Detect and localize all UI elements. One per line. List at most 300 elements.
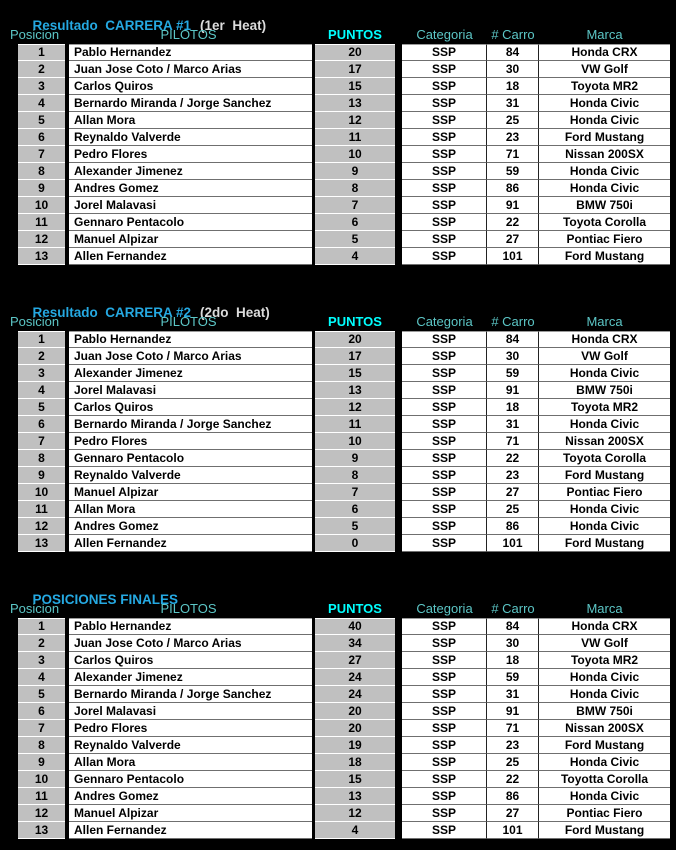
category-cell: SSP — [402, 669, 487, 686]
category-cell: SSP — [402, 618, 487, 635]
category-cell: SSP — [402, 348, 487, 365]
car-number-cell: 31 — [487, 416, 539, 433]
position-cell: 11 — [18, 788, 65, 805]
car-number-cell: 23 — [487, 129, 539, 146]
column-header-puntos: PUNTOS — [328, 27, 382, 42]
table-row — [0, 652, 676, 669]
position-cell: 10 — [18, 771, 65, 788]
position-cell: 6 — [18, 703, 65, 720]
pilot-cell: Bernardo Miranda / Jorge Sanchez — [69, 95, 312, 112]
points-cell: 40 — [315, 618, 395, 635]
pilot-cell: Pablo Hernandez — [69, 44, 312, 61]
car-number-cell: 71 — [487, 146, 539, 163]
column-header-pilotos: PILOTOS — [160, 601, 217, 616]
category-cell: SSP — [402, 771, 487, 788]
category-cell: SSP — [402, 484, 487, 501]
section-title-text: POSICIONES FINALES — [32, 592, 179, 607]
position-cell: 8 — [18, 163, 65, 180]
points-cell: 9 — [315, 163, 395, 180]
column-header-posicion: Posicion — [10, 314, 60, 329]
pilot-cell: Gennaro Pentacolo — [69, 214, 312, 231]
pilot-cell: Pablo Hernandez — [69, 331, 312, 348]
pilot-cell: Manuel Alpizar — [69, 231, 312, 248]
car-brand-cell: BMW 750i — [539, 382, 670, 399]
position-cell: 10 — [18, 197, 65, 214]
car-brand-cell: Honda Civic — [539, 518, 670, 535]
table-row — [0, 686, 676, 703]
car-number-cell: 22 — [487, 214, 539, 231]
car-number-cell: 59 — [487, 163, 539, 180]
position-cell: 4 — [18, 382, 65, 399]
pilot-cell: Bernardo Miranda / Jorge Sanchez — [69, 686, 312, 703]
category-cell: SSP — [402, 652, 487, 669]
section-title — [0, 577, 676, 607]
car-number-cell: 101 — [487, 248, 539, 265]
car-number-cell: 84 — [487, 44, 539, 61]
column-header-posicion: Posicion — [10, 27, 60, 42]
pilot-cell: Jorel Malavasi — [69, 703, 312, 720]
column-header-categoria: Categoria — [416, 314, 473, 329]
points-cell: 20 — [315, 331, 395, 348]
car-number-cell: 27 — [487, 805, 539, 822]
pilot-cell: Gennaro Pentacolo — [69, 450, 312, 467]
table-row — [0, 416, 676, 433]
car-number-cell: 23 — [487, 737, 539, 754]
pilot-cell: Jorel Malavasi — [69, 382, 312, 399]
car-number-cell: 30 — [487, 348, 539, 365]
category-cell: SSP — [402, 635, 487, 652]
position-cell: 13 — [18, 822, 65, 839]
table-row — [0, 146, 676, 163]
points-cell: 24 — [315, 686, 395, 703]
car-brand-cell: Toyota Corolla — [539, 214, 670, 231]
table-row — [0, 433, 676, 450]
pilot-cell: Allen Fernandez — [69, 248, 312, 265]
column-header-pilotos: PILOTOS — [160, 27, 217, 42]
category-cell: SSP — [402, 44, 487, 61]
car-number-cell: 91 — [487, 197, 539, 214]
category-cell: SSP — [402, 703, 487, 720]
position-cell: 7 — [18, 146, 65, 163]
column-header-pilotos: PILOTOS — [160, 314, 217, 329]
category-cell: SSP — [402, 78, 487, 95]
position-cell: 5 — [18, 112, 65, 129]
points-cell: 12 — [315, 805, 395, 822]
table-row — [0, 129, 676, 146]
car-brand-cell: Honda Civic — [539, 95, 670, 112]
table-body — [0, 331, 676, 552]
race-results-section — [0, 577, 676, 839]
table-body — [0, 618, 676, 839]
car-number-cell: 23 — [487, 467, 539, 484]
position-cell: 9 — [18, 180, 65, 197]
position-cell: 1 — [18, 44, 65, 61]
pilot-cell: Manuel Alpizar — [69, 484, 312, 501]
table-row — [0, 399, 676, 416]
position-cell: 7 — [18, 433, 65, 450]
category-cell: SSP — [402, 248, 487, 265]
category-cell: SSP — [402, 518, 487, 535]
car-brand-cell: Honda Civic — [539, 788, 670, 805]
table-row — [0, 231, 676, 248]
car-number-cell: 86 — [487, 518, 539, 535]
car-brand-cell: VW Golf — [539, 635, 670, 652]
pilot-cell: Allen Fernandez — [69, 822, 312, 839]
points-cell: 24 — [315, 669, 395, 686]
table-row — [0, 703, 676, 720]
points-cell: 20 — [315, 720, 395, 737]
car-number-cell: 22 — [487, 771, 539, 788]
table-row — [0, 78, 676, 95]
race-results-section — [0, 3, 676, 265]
category-cell: SSP — [402, 214, 487, 231]
table-row — [0, 214, 676, 231]
pilot-cell: Pablo Hernandez — [69, 618, 312, 635]
car-brand-cell: Toyota Corolla — [539, 450, 670, 467]
car-number-cell: 27 — [487, 231, 539, 248]
category-cell: SSP — [402, 61, 487, 78]
table-row — [0, 180, 676, 197]
table-row — [0, 805, 676, 822]
points-cell: 11 — [315, 416, 395, 433]
points-cell: 6 — [315, 501, 395, 518]
position-cell: 12 — [18, 231, 65, 248]
car-brand-cell: Ford Mustang — [539, 248, 670, 265]
car-brand-cell: Nissan 200SX — [539, 720, 670, 737]
position-cell: 4 — [18, 95, 65, 112]
car-brand-cell: Nissan 200SX — [539, 146, 670, 163]
position-cell: 10 — [18, 484, 65, 501]
pilot-cell: Pedro Flores — [69, 433, 312, 450]
car-number-cell: 71 — [487, 433, 539, 450]
table-header-row — [0, 27, 676, 42]
table-row — [0, 348, 676, 365]
column-header-carro: # Carro — [491, 601, 535, 616]
pilot-cell: Alexander Jimenez — [69, 163, 312, 180]
car-brand-cell: BMW 750i — [539, 197, 670, 214]
table-row — [0, 822, 676, 839]
pilot-cell: Alexander Jimenez — [69, 669, 312, 686]
category-cell: SSP — [402, 129, 487, 146]
table-row — [0, 535, 676, 552]
table-row — [0, 331, 676, 348]
section-title-heat: (2do Heat) — [200, 305, 270, 320]
column-header-marca: Marca — [586, 314, 623, 329]
position-cell: 2 — [18, 61, 65, 78]
car-number-cell: 31 — [487, 95, 539, 112]
race-results-section — [0, 290, 676, 552]
column-header-carro: # Carro — [491, 27, 535, 42]
table-row — [0, 771, 676, 788]
section-title-text: Resultado CARRERA #1 — [32, 18, 192, 33]
category-cell: SSP — [402, 737, 487, 754]
points-cell: 15 — [315, 365, 395, 382]
points-cell: 8 — [315, 467, 395, 484]
category-cell: SSP — [402, 180, 487, 197]
car-number-cell: 101 — [487, 535, 539, 552]
category-cell: SSP — [402, 433, 487, 450]
position-cell: 1 — [18, 618, 65, 635]
car-number-cell: 84 — [487, 618, 539, 635]
points-cell: 9 — [315, 450, 395, 467]
position-cell: 13 — [18, 535, 65, 552]
car-number-cell: 59 — [487, 669, 539, 686]
points-cell: 7 — [315, 484, 395, 501]
points-cell: 19 — [315, 737, 395, 754]
category-cell: SSP — [402, 197, 487, 214]
pilot-cell: Manuel Alpizar — [69, 805, 312, 822]
car-brand-cell: Pontiac Fiero — [539, 484, 670, 501]
car-number-cell: 30 — [487, 61, 539, 78]
car-number-cell: 27 — [487, 484, 539, 501]
car-number-cell: 25 — [487, 112, 539, 129]
pilot-cell: Juan Jose Coto / Marco Arias — [69, 61, 312, 78]
points-cell: 5 — [315, 231, 395, 248]
category-cell: SSP — [402, 112, 487, 129]
category-cell: SSP — [402, 231, 487, 248]
table-row — [0, 248, 676, 265]
points-cell: 6 — [315, 214, 395, 231]
car-brand-cell: Ford Mustang — [539, 129, 670, 146]
points-cell: 12 — [315, 112, 395, 129]
points-cell: 12 — [315, 399, 395, 416]
position-cell: 11 — [18, 214, 65, 231]
points-cell: 34 — [315, 635, 395, 652]
pilot-cell: Allan Mora — [69, 112, 312, 129]
table-row — [0, 635, 676, 652]
car-number-cell: 91 — [487, 382, 539, 399]
column-header-carro: # Carro — [491, 314, 535, 329]
car-brand-cell: Pontiac Fiero — [539, 805, 670, 822]
position-cell: 4 — [18, 669, 65, 686]
position-cell: 13 — [18, 248, 65, 265]
car-brand-cell: VW Golf — [539, 348, 670, 365]
points-cell: 11 — [315, 129, 395, 146]
car-brand-cell: Honda Civic — [539, 365, 670, 382]
pilot-cell: Reynaldo Valverde — [69, 737, 312, 754]
car-number-cell: 86 — [487, 180, 539, 197]
car-number-cell: 71 — [487, 720, 539, 737]
pilot-cell: Bernardo Miranda / Jorge Sanchez — [69, 416, 312, 433]
points-cell: 17 — [315, 61, 395, 78]
car-number-cell: 18 — [487, 652, 539, 669]
column-header-categoria: Categoria — [416, 601, 473, 616]
points-cell: 20 — [315, 44, 395, 61]
category-cell: SSP — [402, 331, 487, 348]
category-cell: SSP — [402, 399, 487, 416]
pilot-cell: Reynaldo Valverde — [69, 467, 312, 484]
table-header-row — [0, 314, 676, 329]
car-brand-cell: Honda Civic — [539, 501, 670, 518]
car-brand-cell: Nissan 200SX — [539, 433, 670, 450]
position-cell: 12 — [18, 518, 65, 535]
table-row — [0, 197, 676, 214]
points-cell: 15 — [315, 78, 395, 95]
table-body — [0, 44, 676, 265]
pilot-cell: Juan Jose Coto / Marco Arias — [69, 635, 312, 652]
car-number-cell: 25 — [487, 754, 539, 771]
car-brand-cell: Honda CRX — [539, 331, 670, 348]
position-cell: 6 — [18, 416, 65, 433]
car-brand-cell: Honda Civic — [539, 112, 670, 129]
category-cell: SSP — [402, 365, 487, 382]
category-cell: SSP — [402, 95, 487, 112]
position-cell: 6 — [18, 129, 65, 146]
category-cell: SSP — [402, 788, 487, 805]
table-row — [0, 754, 676, 771]
car-brand-cell: Toyota MR2 — [539, 652, 670, 669]
table-row — [0, 382, 676, 399]
pilot-cell: Andres Gomez — [69, 518, 312, 535]
section-title-text: Resultado CARRERA #2 — [32, 305, 192, 320]
car-number-cell: 22 — [487, 450, 539, 467]
position-cell: 3 — [18, 78, 65, 95]
category-cell: SSP — [402, 822, 487, 839]
category-cell: SSP — [402, 501, 487, 518]
column-header-puntos: PUNTOS — [328, 314, 382, 329]
pilot-cell: Carlos Quiros — [69, 399, 312, 416]
points-cell: 5 — [315, 518, 395, 535]
pilot-cell: Andres Gomez — [69, 788, 312, 805]
car-brand-cell: BMW 750i — [539, 703, 670, 720]
table-row — [0, 669, 676, 686]
car-brand-cell: Honda Civic — [539, 669, 670, 686]
position-cell: 12 — [18, 805, 65, 822]
position-cell: 3 — [18, 652, 65, 669]
car-number-cell: 59 — [487, 365, 539, 382]
position-cell: 9 — [18, 754, 65, 771]
table-row — [0, 95, 676, 112]
category-cell: SSP — [402, 163, 487, 180]
car-brand-cell: Honda Civic — [539, 416, 670, 433]
points-cell: 7 — [315, 197, 395, 214]
category-cell: SSP — [402, 382, 487, 399]
column-header-puntos: PUNTOS — [328, 601, 382, 616]
car-brand-cell: Ford Mustang — [539, 822, 670, 839]
car-brand-cell: Honda CRX — [539, 618, 670, 635]
car-number-cell: 18 — [487, 399, 539, 416]
car-brand-cell: Ford Mustang — [539, 535, 670, 552]
car-number-cell: 91 — [487, 703, 539, 720]
car-number-cell: 30 — [487, 635, 539, 652]
table-row — [0, 501, 676, 518]
position-cell: 8 — [18, 737, 65, 754]
section-title — [0, 3, 676, 33]
car-brand-cell: Toyota MR2 — [539, 78, 670, 95]
category-cell: SSP — [402, 146, 487, 163]
points-cell: 4 — [315, 822, 395, 839]
column-header-marca: Marca — [586, 27, 623, 42]
table-row — [0, 450, 676, 467]
table-row — [0, 163, 676, 180]
car-number-cell: 86 — [487, 788, 539, 805]
table-row — [0, 518, 676, 535]
category-cell: SSP — [402, 805, 487, 822]
position-cell: 5 — [18, 399, 65, 416]
pilot-cell: Reynaldo Valverde — [69, 129, 312, 146]
points-cell: 4 — [315, 248, 395, 265]
position-cell: 1 — [18, 331, 65, 348]
position-cell: 2 — [18, 348, 65, 365]
table-row — [0, 112, 676, 129]
points-cell: 10 — [315, 433, 395, 450]
category-cell: SSP — [402, 686, 487, 703]
table-row — [0, 467, 676, 484]
table-row — [0, 484, 676, 501]
car-brand-cell: Honda Civic — [539, 180, 670, 197]
pilot-cell: Andres Gomez — [69, 180, 312, 197]
car-brand-cell: Honda CRX — [539, 44, 670, 61]
pilot-cell: Pedro Flores — [69, 720, 312, 737]
category-cell: SSP — [402, 416, 487, 433]
pilot-cell: Pedro Flores — [69, 146, 312, 163]
category-cell: SSP — [402, 467, 487, 484]
car-brand-cell: Toyotta Corolla — [539, 771, 670, 788]
car-number-cell: 84 — [487, 331, 539, 348]
category-cell: SSP — [402, 720, 487, 737]
pilot-cell: Alexander Jimenez — [69, 365, 312, 382]
category-cell: SSP — [402, 535, 487, 552]
car-brand-cell: Pontiac Fiero — [539, 231, 670, 248]
points-cell: 20 — [315, 703, 395, 720]
car-number-cell: 18 — [487, 78, 539, 95]
pilot-cell: Carlos Quiros — [69, 652, 312, 669]
car-brand-cell: Ford Mustang — [539, 467, 670, 484]
pilot-cell: Jorel Malavasi — [69, 197, 312, 214]
points-cell: 13 — [315, 382, 395, 399]
car-brand-cell: VW Golf — [539, 61, 670, 78]
section-title-heat: (1er Heat) — [200, 18, 267, 33]
points-cell: 10 — [315, 146, 395, 163]
column-header-marca: Marca — [586, 601, 623, 616]
pilot-cell: Gennaro Pentacolo — [69, 771, 312, 788]
points-cell: 8 — [315, 180, 395, 197]
points-cell: 13 — [315, 788, 395, 805]
car-brand-cell: Ford Mustang — [539, 737, 670, 754]
pilot-cell: Allen Fernandez — [69, 535, 312, 552]
car-brand-cell: Honda Civic — [539, 754, 670, 771]
car-brand-cell: Honda Civic — [539, 163, 670, 180]
position-cell: 8 — [18, 450, 65, 467]
column-header-categoria: Categoria — [416, 27, 473, 42]
car-number-cell: 31 — [487, 686, 539, 703]
table-row — [0, 44, 676, 61]
position-cell: 3 — [18, 365, 65, 382]
position-cell: 11 — [18, 501, 65, 518]
points-cell: 17 — [315, 348, 395, 365]
table-row — [0, 61, 676, 78]
position-cell: 9 — [18, 467, 65, 484]
column-header-posicion: Posicion — [10, 601, 60, 616]
car-number-cell: 101 — [487, 822, 539, 839]
table-row — [0, 618, 676, 635]
pilot-cell: Juan Jose Coto / Marco Arias — [69, 348, 312, 365]
table-row — [0, 365, 676, 382]
category-cell: SSP — [402, 754, 487, 771]
car-brand-cell: Honda Civic — [539, 686, 670, 703]
points-cell: 27 — [315, 652, 395, 669]
table-row — [0, 720, 676, 737]
points-cell: 15 — [315, 771, 395, 788]
position-cell: 2 — [18, 635, 65, 652]
pilot-cell: Allan Mora — [69, 501, 312, 518]
pilot-cell: Carlos Quiros — [69, 78, 312, 95]
position-cell: 5 — [18, 686, 65, 703]
table-header-row — [0, 601, 676, 616]
car-brand-cell: Toyota MR2 — [539, 399, 670, 416]
pilot-cell: Allan Mora — [69, 754, 312, 771]
category-cell: SSP — [402, 450, 487, 467]
